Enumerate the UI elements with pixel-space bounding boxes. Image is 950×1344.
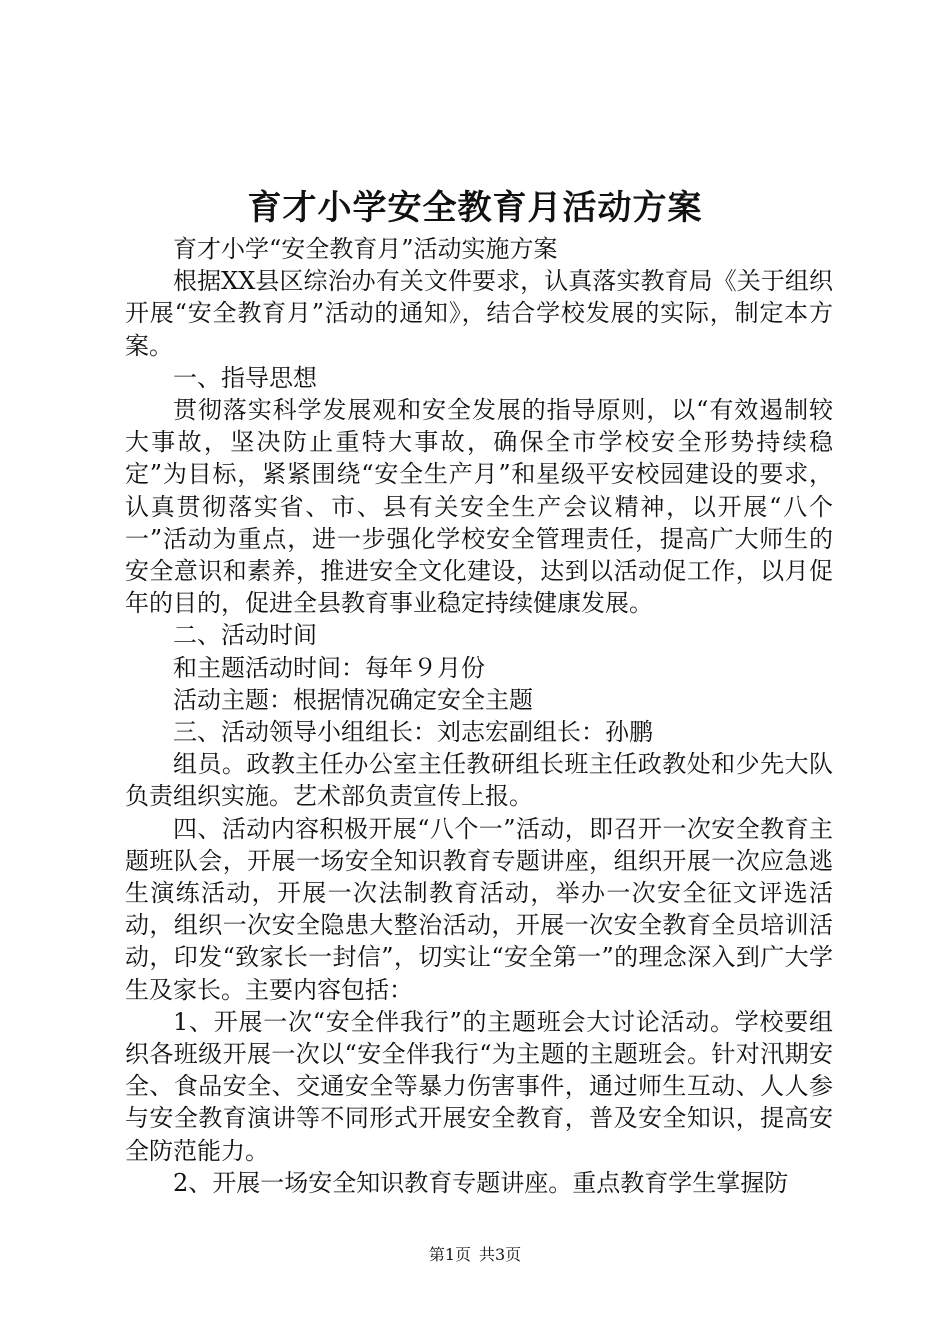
paragraph-members: 组员。政教主任办公室主任教研组长班主任政教处和少先大队负责组织实施。艺术部负责宣传上报。 (125, 750, 833, 811)
page-footer (0, 1244, 950, 1266)
section-heading-leadership: 三、活动领导小组组长：刘志宏副组长：孙鹏 (173, 718, 653, 747)
paragraph-activity-time: 和主题活动时间：每年９月份 (173, 653, 485, 682)
page-number: 第1页 (428, 1245, 471, 1264)
paragraph-activity-theme: 活动主题：根据情况确定安全主题 (173, 685, 533, 714)
section-heading-guiding-thought: 一、指导思想 (173, 363, 317, 392)
paragraph-activity-content: 四、活动内容积极开展“八个一”活动，即召开一次安全教育主题班队会，开展一场安全知识教育专题讲座，组织开展一次应急逃生演练活动，开展一次法制教育活动，举办一次安全征文评选活动，组织一次安全隐患大整治活动，开展一次安全教育全员培训活动，印发“致家长一封信”，切实让“安全第一”的理念深入到广大学生及家长。主要内容包括： (125, 814, 833, 1004)
paragraph-intro: 根据XX县区综治办有关文件要求，认真落实教育局《关于组织开展“安全教育月”活动的通知》，结合学校发展的实际，制定本方案。 (125, 267, 833, 360)
paragraph-subtitle: 育才小学“安全教育月”活动实施方案 (173, 235, 558, 263)
paragraph-item-1: 1、开展一次“安全伴我行”的主题班会大讨论活动。学校要组织各班级开展一次以“安全伴我行“为主题的主题班会。针对汛期安全、食品安全、交通安全等暴力伤害事件，通过师生互动、人人参与安全教育演讲等不同形式开展安全教育，普及安全知识，提高安全防范能力。 (125, 1007, 833, 1165)
page-total: 共3页 (479, 1245, 522, 1264)
document-title: 育才小学安全教育月活动方案 (247, 188, 703, 228)
paragraph-item-2: 2、开展一场安全知识教育专题讲座。重点教育学生掌握防 (173, 1168, 789, 1197)
paragraph-guiding-thought: 贯彻落实科学发展观和安全发展的指导原则，以“有效遏制较大事故，坚决防止重特大事故，确保全市学校安全形势持续稳定”为目标，紧紧围绕“安全生产月”和星级平安校园建设的要求，认真贯彻落实省、市、县有关安全生产会议精神，以开展“八个一”活动为重点，进一步强化学校安全管理责任，提高广大师生的安全意识和素养，推进安全文化建设，达到以活动促工作，以月促年的目的，促进全县教育事业稳定持续健康发展。 (125, 396, 833, 618)
document-body (125, 233, 833, 1199)
section-heading-activity-time: 二、活动时间 (173, 621, 317, 650)
